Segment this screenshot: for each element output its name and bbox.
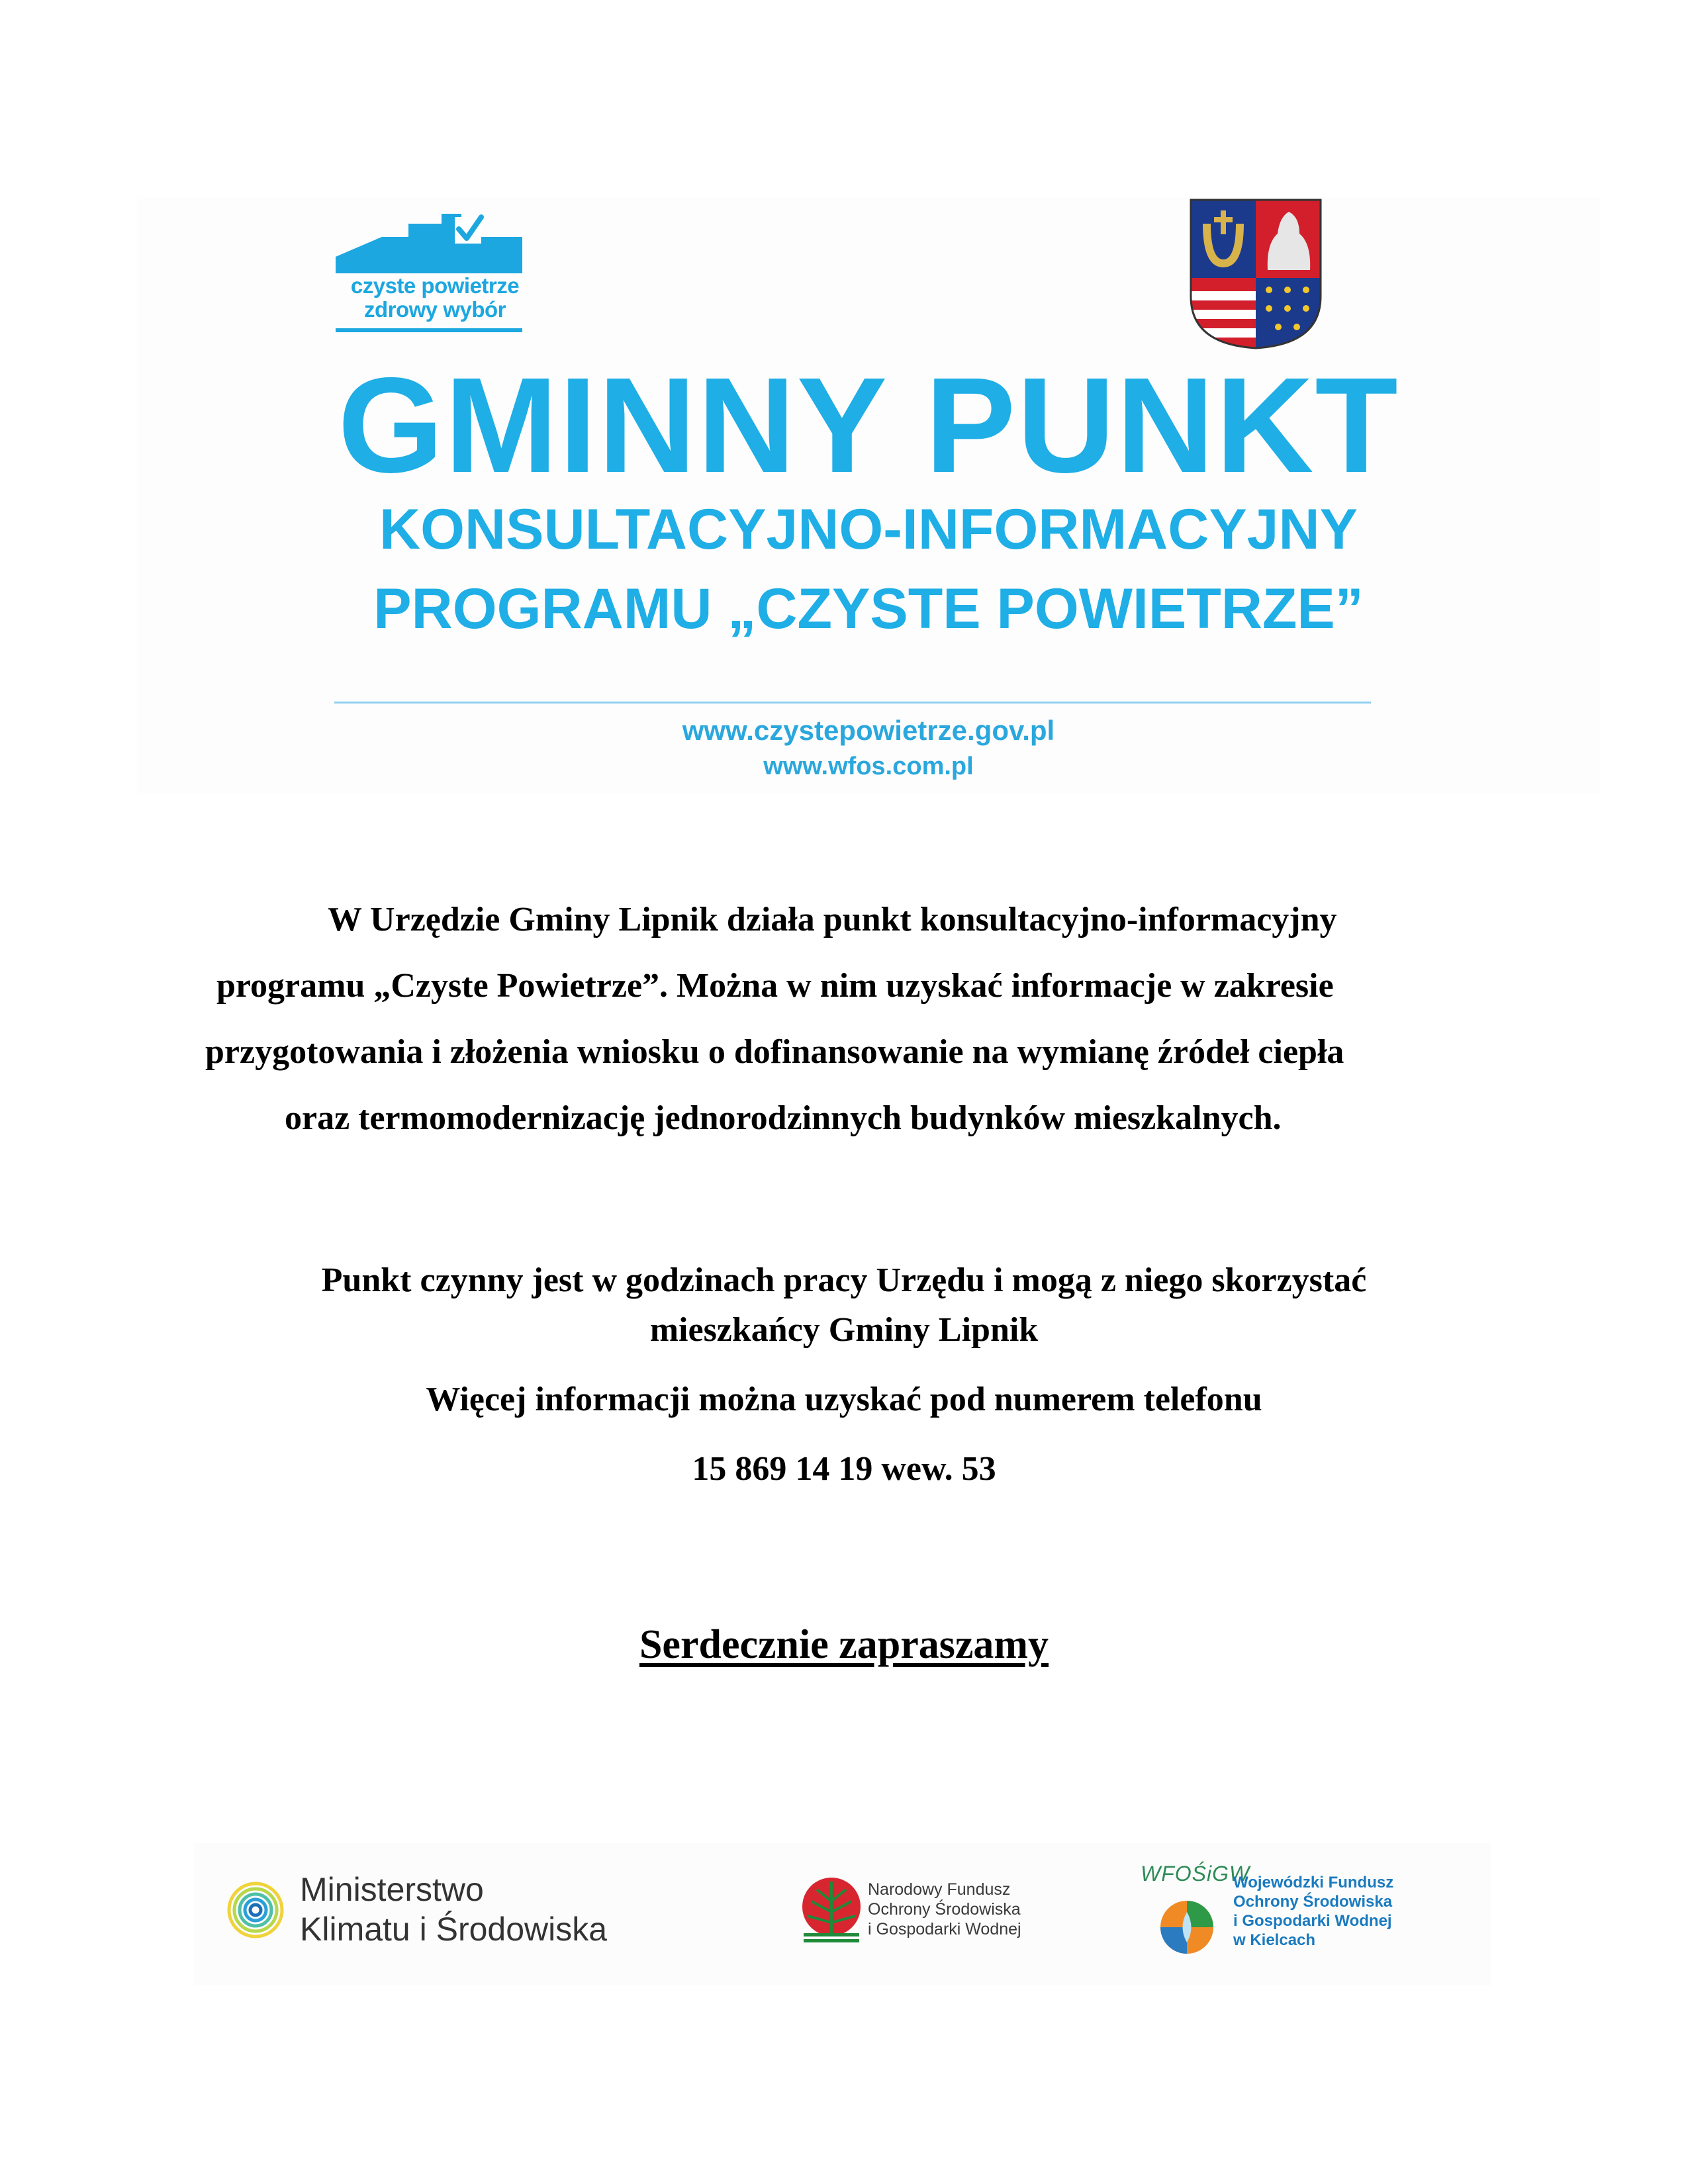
logo-underline [336,328,522,332]
nfosigw-name [868,1880,1021,1939]
logo-line-2: zdrowy wybór [363,297,506,322]
phone-intro: Więcej informacji można uzyskać pod numerem telefonu [426,1381,1262,1418]
coat-of-arms-icon [1188,197,1323,351]
logo-line-1: czyste powietrze [350,273,520,298]
ministry-name-line-2: Klimatu i Środowiska [300,1911,608,1948]
nfosigw-name-line-2: Ochrony Środowiska [868,1900,1021,1919]
info-paragraph [0,900,1688,1165]
wfosigw-name-line-1: Wojewódzki Fundusz [1233,1874,1394,1891]
wfosigw-name-line-2: Ochrony Środowiska [1233,1893,1393,1911]
ministry-name-line-1: Ministerstwo [300,1871,484,1908]
partner-logos [194,1843,1491,1985]
closing-invitation: Serdecznie zapraszamy [639,1622,1049,1667]
info-paragraph-line-3: przygotowania i złożenia wniosku o dofinansowanie na wymianę źródeł ciepła [205,1033,1344,1071]
wfosigw-emblem-icon [1157,1897,1217,1957]
phone-number: 15 869 14 19 wew. 53 [692,1450,996,1488]
wfosigw-name-line-3: i Gospodarki Wodnej [1233,1912,1392,1930]
ministry-name [300,1870,607,1949]
house-checkmark-icon [336,210,534,277]
banner-divider [334,702,1371,704]
wfosigw-name-line-4: w Kielcach [1233,1931,1316,1949]
nfosigw-emblem-icon [800,1875,863,1948]
website-link-czystepowietrze[interactable]: www.czystepowietrze.gov.pl [682,715,1055,746]
banner-title-line-1: GMINNY PUNKT [338,349,1399,501]
opening-hours-line-2: mieszkańcy Gminy Lipnik [649,1311,1039,1349]
wfosigw-name [1233,1873,1393,1950]
nfosigw-name-line-3: i Gospodarki Wodnej [868,1920,1021,1938]
banner-title-line-2: KONSULTACYJNO-INFORMACYJNY [379,498,1358,561]
info-paragraph-line-4: oraz termomodernizację jednorodzinnych budynków mieszkalnych. [285,1099,1282,1137]
czyste-powietrze-logo [336,210,534,343]
nfosigw-name-line-1: Narodowy Fundusz [868,1880,1011,1899]
opening-hours-line-1: Punkt czynny jest w godzinach pracy Urzędu i mogą z niego skorzystać [321,1261,1367,1299]
info-paragraph-line-1: W Urzędzie Gminy Lipnik działa punkt konsultacyjno-informacyjny [328,901,1337,938]
info-paragraph-line-2: programu „Czyste Powietrze”. Można w nim uzyskać informacje w zakresie [216,967,1334,1005]
banner-title-line-3: PROGRAMU „CZYSTE POWIETRZE” [373,577,1364,641]
header-banner [137,197,1600,793]
wfosigw-wordmark: WFOŚiGW [1141,1862,1250,1886]
website-link-wfos[interactable]: www.wfos.com.pl [763,752,974,780]
ministry-emblem-icon [226,1867,285,1953]
